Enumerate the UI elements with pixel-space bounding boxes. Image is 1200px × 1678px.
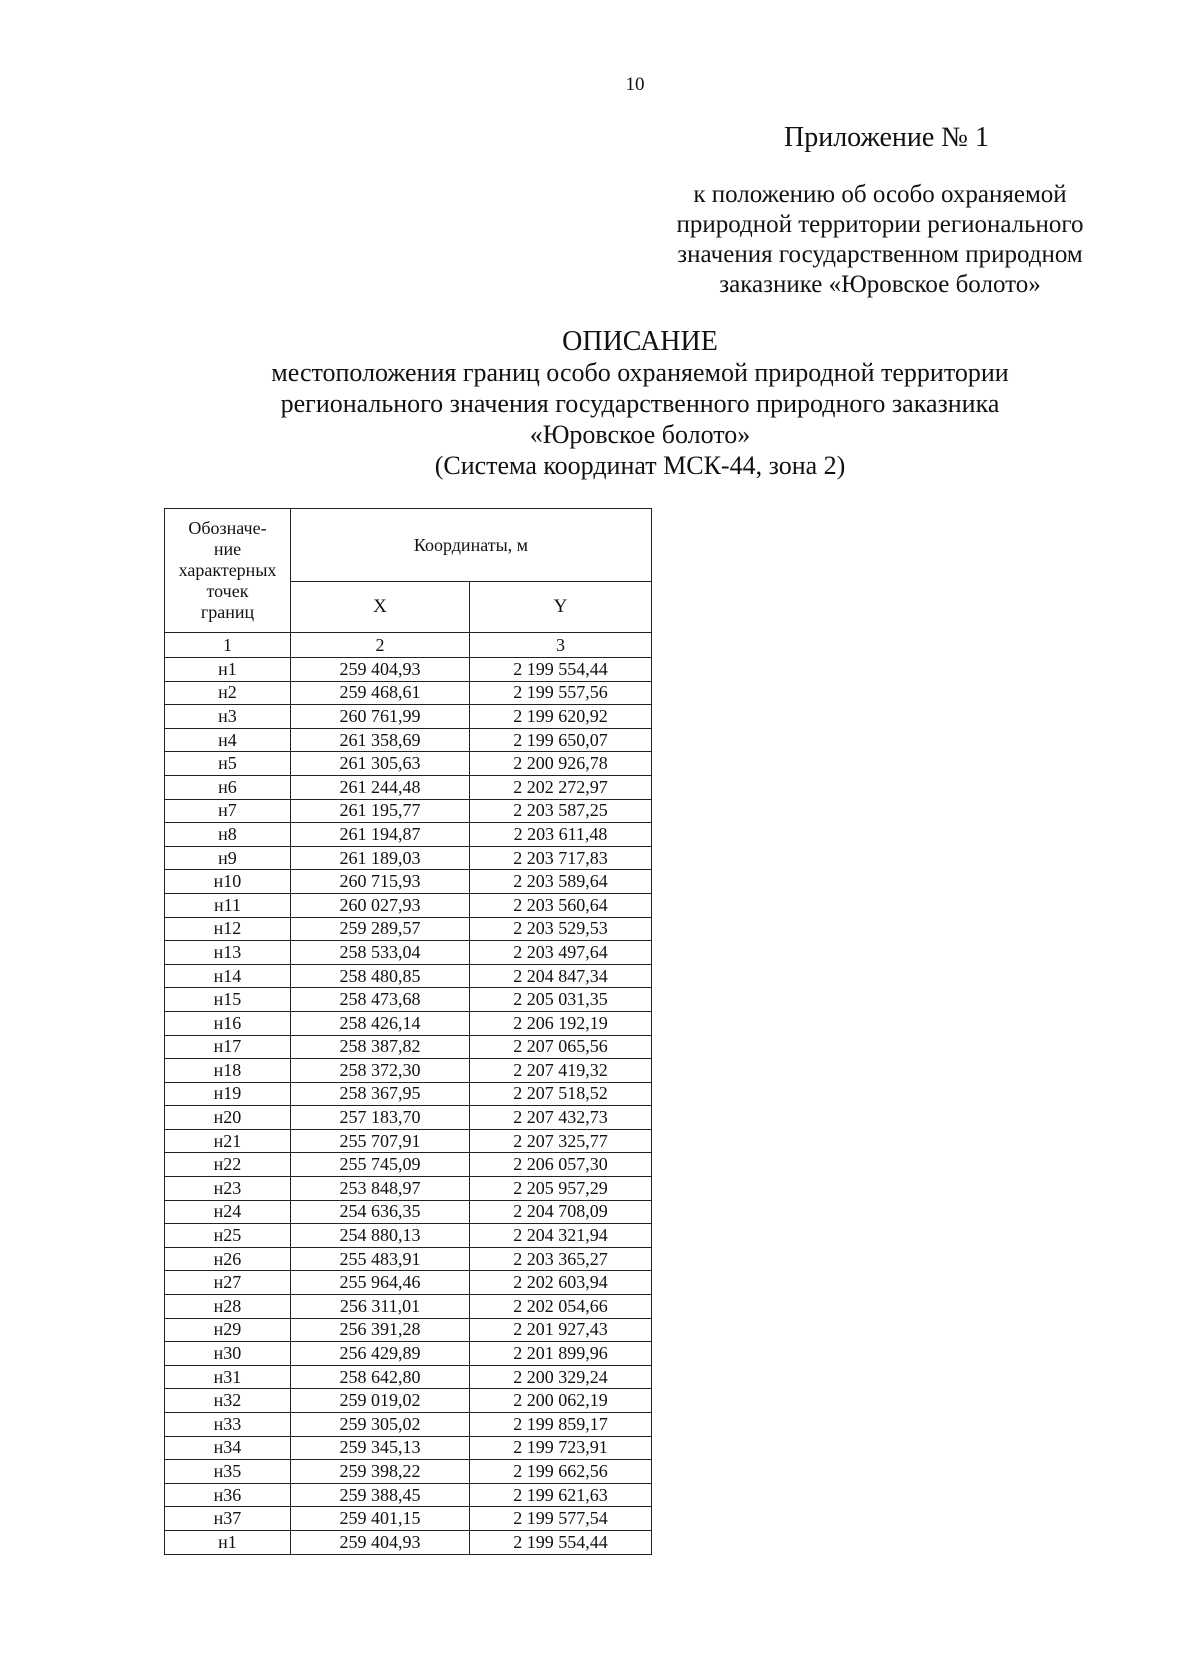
coordinate-x: 259 404,93	[291, 1530, 470, 1554]
table-row	[165, 658, 652, 682]
coordinate-y: 2 199 557,56	[470, 681, 652, 705]
table-row	[165, 1059, 652, 1083]
table-row	[165, 941, 652, 965]
point-designation: н21	[165, 1129, 291, 1153]
coordinate-y: 2 199 621,63	[470, 1483, 652, 1507]
coordinate-y: 2 199 554,44	[470, 1530, 652, 1554]
header-designation-line: характерных	[178, 560, 277, 580]
coordinates-table	[164, 508, 652, 1555]
header-x: X	[291, 582, 470, 633]
page-number: 10	[625, 74, 645, 95]
table-row	[165, 964, 652, 988]
point-designation: н37	[165, 1507, 291, 1531]
coordinate-x: 260 027,93	[291, 893, 470, 917]
coordinate-y: 2 205 957,29	[470, 1177, 652, 1201]
table-row	[165, 799, 652, 823]
table-row	[165, 823, 652, 847]
coordinate-y: 2 199 662,56	[470, 1460, 652, 1484]
point-designation: н32	[165, 1389, 291, 1413]
document-title: ОПИСАНИЕ	[562, 326, 718, 357]
point-designation: н18	[165, 1059, 291, 1083]
header-designation-line: точек	[206, 581, 249, 601]
table-row	[165, 870, 652, 894]
coordinate-y: 2 203 365,27	[470, 1247, 652, 1271]
coordinate-y: 2 207 419,32	[470, 1059, 652, 1083]
coordinate-x: 259 468,61	[291, 681, 470, 705]
point-designation: н27	[165, 1271, 291, 1295]
point-designation: н1	[165, 1530, 291, 1554]
point-designation: н22	[165, 1153, 291, 1177]
point-designation: н33	[165, 1413, 291, 1437]
coordinate-x: 259 345,13	[291, 1436, 470, 1460]
coordinate-x: 259 019,02	[291, 1389, 470, 1413]
coordinate-y: 2 204 708,09	[470, 1200, 652, 1224]
document-heading-line: «Юровское болото»	[529, 420, 751, 449]
header-coordinates: Координаты, м	[291, 509, 652, 582]
coordinate-x: 261 244,48	[291, 775, 470, 799]
coordinate-x: 260 715,93	[291, 870, 470, 894]
coordinate-x: 258 372,30	[291, 1059, 470, 1083]
coordinate-x: 254 880,13	[291, 1224, 470, 1248]
table-row	[165, 917, 652, 941]
coordinate-x: 260 761,99	[291, 705, 470, 729]
coordinate-x: 259 388,45	[291, 1483, 470, 1507]
point-designation: н5	[165, 752, 291, 776]
table-row	[165, 1530, 652, 1554]
table-row	[165, 1483, 652, 1507]
coordinate-y: 2 203 529,53	[470, 917, 652, 941]
coordinate-x: 259 404,93	[291, 658, 470, 682]
coordinate-y: 2 199 723,91	[470, 1436, 652, 1460]
coordinate-x: 256 311,01	[291, 1295, 470, 1319]
coordinate-y: 2 202 603,94	[470, 1271, 652, 1295]
coordinate-x: 261 305,63	[291, 752, 470, 776]
point-designation: н31	[165, 1365, 291, 1389]
coordinate-x: 259 305,02	[291, 1413, 470, 1437]
coordinate-y: 2 199 650,07	[470, 728, 652, 752]
point-designation: н24	[165, 1200, 291, 1224]
point-designation: н9	[165, 846, 291, 870]
header-y: Y	[470, 582, 652, 633]
coordinate-y: 2 202 272,97	[470, 775, 652, 799]
coordinate-x: 258 533,04	[291, 941, 470, 965]
coordinate-y: 2 199 859,17	[470, 1413, 652, 1437]
column-number: 1	[165, 633, 291, 658]
table-row	[165, 1436, 652, 1460]
coordinate-y: 2 203 497,64	[470, 941, 652, 965]
table-row	[165, 1035, 652, 1059]
coordinate-y: 2 199 620,92	[470, 705, 652, 729]
table-row	[165, 1342, 652, 1366]
point-designation: н14	[165, 964, 291, 988]
appendix-subtitle-line: к положению об особо охраняемой	[693, 181, 1067, 208]
coordinate-y: 2 201 899,96	[470, 1342, 652, 1366]
table-row	[165, 1413, 652, 1437]
coordinate-x: 259 401,15	[291, 1507, 470, 1531]
table-row	[165, 681, 652, 705]
coordinate-x: 258 480,85	[291, 964, 470, 988]
coordinate-y: 2 202 054,66	[470, 1295, 652, 1319]
coordinate-y: 2 206 192,19	[470, 1011, 652, 1035]
point-designation: н29	[165, 1318, 291, 1342]
column-number-row	[165, 633, 652, 658]
header-designation	[165, 509, 291, 633]
document-heading	[180, 326, 1100, 481]
table-row	[165, 846, 652, 870]
table-row	[165, 752, 652, 776]
table-header-row	[165, 509, 652, 582]
document-heading-line: (Система координат МСК-44, зона 2)	[434, 451, 846, 480]
appendix-subtitle-line: природной территории регионального	[676, 211, 1084, 238]
point-designation: н4	[165, 728, 291, 752]
table-row	[165, 1271, 652, 1295]
point-designation: н23	[165, 1177, 291, 1201]
appendix-title: Приложение № 1	[784, 122, 989, 153]
coordinate-y: 2 201 927,43	[470, 1318, 652, 1342]
coordinate-y: 2 203 560,64	[470, 893, 652, 917]
coordinate-y: 2 205 031,35	[470, 988, 652, 1012]
coordinate-y: 2 199 577,54	[470, 1507, 652, 1531]
table-row	[165, 1507, 652, 1531]
coordinate-x: 259 398,22	[291, 1460, 470, 1484]
coordinate-y: 2 204 847,34	[470, 964, 652, 988]
point-designation: н10	[165, 870, 291, 894]
point-designation: н35	[165, 1460, 291, 1484]
table-row	[165, 1011, 652, 1035]
header-designation-line: ние	[213, 539, 242, 559]
column-number: 2	[291, 633, 470, 658]
table-row	[165, 1129, 652, 1153]
table-row	[165, 893, 652, 917]
coordinate-y: 2 199 554,44	[470, 658, 652, 682]
header-designation-line: Обозначе-	[188, 518, 267, 538]
coordinate-x: 261 189,03	[291, 846, 470, 870]
point-designation: н13	[165, 941, 291, 965]
table-row	[165, 1106, 652, 1130]
coordinate-y: 2 207 432,73	[470, 1106, 652, 1130]
coordinate-y: 2 200 062,19	[470, 1389, 652, 1413]
table-row	[165, 1177, 652, 1201]
point-designation: н11	[165, 893, 291, 917]
coordinate-x: 258 473,68	[291, 988, 470, 1012]
coordinate-y: 2 200 926,78	[470, 752, 652, 776]
coordinate-x: 256 391,28	[291, 1318, 470, 1342]
table-row	[165, 1318, 652, 1342]
point-designation: н16	[165, 1011, 291, 1035]
table-row	[165, 1247, 652, 1271]
point-designation: н6	[165, 775, 291, 799]
coordinate-y: 2 200 329,24	[470, 1365, 652, 1389]
table-row	[165, 1460, 652, 1484]
point-designation: н12	[165, 917, 291, 941]
point-designation: н7	[165, 799, 291, 823]
point-designation: н1	[165, 658, 291, 682]
point-designation: н26	[165, 1247, 291, 1271]
coordinate-x: 253 848,97	[291, 1177, 470, 1201]
coordinate-x: 259 289,57	[291, 917, 470, 941]
coordinate-x: 261 358,69	[291, 728, 470, 752]
point-designation: н34	[165, 1436, 291, 1460]
coordinate-y: 2 207 065,56	[470, 1035, 652, 1059]
appendix-subtitle-line: значения государственном природном	[677, 241, 1083, 268]
coordinate-x: 261 195,77	[291, 799, 470, 823]
column-number: 3	[470, 633, 652, 658]
table-row	[165, 1295, 652, 1319]
point-designation: н15	[165, 988, 291, 1012]
coordinate-x: 261 194,87	[291, 823, 470, 847]
coordinate-x: 258 426,14	[291, 1011, 470, 1035]
coordinate-x: 258 642,80	[291, 1365, 470, 1389]
coordinate-y: 2 206 057,30	[470, 1153, 652, 1177]
coordinate-x: 258 387,82	[291, 1035, 470, 1059]
coordinate-y: 2 203 611,48	[470, 823, 652, 847]
coordinate-y: 2 203 589,64	[470, 870, 652, 894]
table-row	[165, 1224, 652, 1248]
point-designation: н17	[165, 1035, 291, 1059]
table-row	[165, 1389, 652, 1413]
coordinate-x: 254 636,35	[291, 1200, 470, 1224]
appendix-subtitle	[640, 180, 1120, 300]
coordinate-x: 255 707,91	[291, 1129, 470, 1153]
coordinate-y: 2 204 321,94	[470, 1224, 652, 1248]
coordinate-y: 2 207 518,52	[470, 1082, 652, 1106]
coordinate-x: 255 964,46	[291, 1271, 470, 1295]
coordinate-y: 2 207 325,77	[470, 1129, 652, 1153]
table-row	[165, 1365, 652, 1389]
point-designation: н28	[165, 1295, 291, 1319]
appendix-subtitle-line: заказнике «Юровское болото»	[719, 271, 1041, 298]
document-heading-line: местоположения границ особо охраняемой природной территории	[271, 358, 1009, 387]
coordinate-y: 2 203 587,25	[470, 799, 652, 823]
point-designation: н30	[165, 1342, 291, 1366]
point-designation: н36	[165, 1483, 291, 1507]
table-row	[165, 1082, 652, 1106]
coordinate-x: 255 745,09	[291, 1153, 470, 1177]
coordinate-x: 255 483,91	[291, 1247, 470, 1271]
coordinate-x: 257 183,70	[291, 1106, 470, 1130]
point-designation: н2	[165, 681, 291, 705]
table-row	[165, 705, 652, 729]
table-row	[165, 988, 652, 1012]
point-designation: н8	[165, 823, 291, 847]
table-row	[165, 1200, 652, 1224]
point-designation: н19	[165, 1082, 291, 1106]
table-row	[165, 775, 652, 799]
table-row	[165, 728, 652, 752]
coordinate-y: 2 203 717,83	[470, 846, 652, 870]
coordinate-x: 256 429,89	[291, 1342, 470, 1366]
point-designation: н20	[165, 1106, 291, 1130]
coordinate-x: 258 367,95	[291, 1082, 470, 1106]
point-designation: н25	[165, 1224, 291, 1248]
point-designation: н3	[165, 705, 291, 729]
document-heading-line: регионального значения государственного природного заказника	[280, 389, 1000, 418]
header-designation-line: границ	[200, 602, 255, 622]
table-row	[165, 1153, 652, 1177]
